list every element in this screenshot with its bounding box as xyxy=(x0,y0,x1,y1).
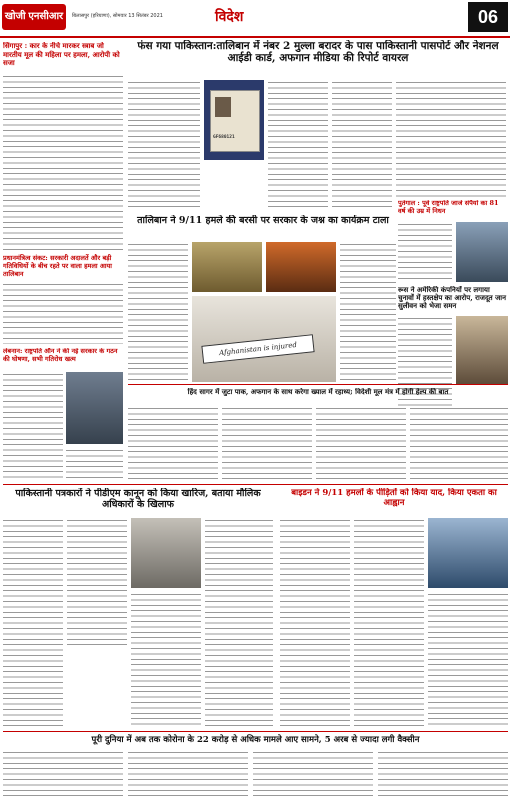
lead-body-far xyxy=(396,80,506,200)
lebanon-headline: लेबनान: राष्ट्रपति औन ने की नई सरकार के गठन की घोषणा, सभी गतिरोध खत्म xyxy=(3,348,118,363)
lead-body-left xyxy=(128,80,200,210)
putin-headline: पुर्तगाल : पूर्व राष्ट्रपति जार्ज संपैयो का 81 वर्ष की उम्र में निधन xyxy=(398,200,499,215)
pakistan-body-2 xyxy=(67,518,127,648)
pm-body xyxy=(3,282,123,344)
pakistan-headline: पाकिस्तानी पत्रकारों ने पीडीएम कानून को किया खारिज, बताया मौलिक अधिकारों के खिलाफ xyxy=(15,488,261,510)
lead-body-mid xyxy=(268,80,328,210)
mid-headline: हिंद सागर में जुटा पाक, अफगान के साथ करेगा ख्याल में रहाध्य; विदेशी मूल मंत्र में होगी हेल्प की बात xyxy=(187,388,449,396)
afghan-photo-protest xyxy=(192,296,336,382)
biden-headline: बाइडन ने 9/11 हमलों के पीड़ितों को किया याद, किया एकता का आह्वान xyxy=(291,488,497,508)
left-col-body xyxy=(3,74,123,252)
afghan-911-headline: तालिबान ने 9/11 हमले की बरसी पर सरकार के जश्न का कार्यक्रम टाला xyxy=(137,215,389,226)
passport-photo xyxy=(204,80,264,160)
pakistan-rule xyxy=(3,484,508,485)
mid-rule xyxy=(128,384,508,385)
page-number: 06 xyxy=(468,2,508,32)
dateline: बिलासपुर (हरियाणा), सोमवार 13 सितंबर 2021 xyxy=(72,13,163,19)
left-col-headline: सिंगापुर : कार के नीचे मारकर स्त्राब जो मारतीय मूल की महिला पर हमला, आरोपी को सजा xyxy=(3,42,120,67)
covid-rule xyxy=(3,731,508,732)
pm-headline: प्रधानमंत्रित्व संकट: सरकारी अदालतें और बड़ी गतिविधियों के बीच रहते पर वाला हमला आया तालिबान xyxy=(3,254,112,278)
lebanon-photo xyxy=(66,372,123,444)
biden-body-1 xyxy=(280,518,350,728)
passport-number: GF680121 xyxy=(213,135,235,140)
lead-body-right xyxy=(332,80,392,210)
covid-body-3 xyxy=(253,750,373,798)
lebanon-body xyxy=(3,372,63,480)
newspaper-logo: खोजी एनसीआर xyxy=(2,4,66,30)
pakistan-body-4 xyxy=(205,518,273,728)
covid-body-4 xyxy=(378,750,508,798)
mid-body-1 xyxy=(128,406,218,480)
mid-body-4 xyxy=(410,406,508,480)
covid-body-2 xyxy=(128,750,248,798)
mid-body-3 xyxy=(316,406,406,480)
covid-headline: पूरी दुनिया में अब तक कोरोना के 22 करोड़ से अधिक मामले आए सामने, 5 अरब से ज्यादा लगी वैक्सीन xyxy=(91,735,420,745)
lebanon-body-2 xyxy=(66,448,123,480)
afghan-911-body xyxy=(128,242,188,382)
afghan-photo-burning xyxy=(266,242,336,292)
putin-body xyxy=(398,222,452,282)
pakistan-body-1 xyxy=(3,518,63,728)
protest-banner: Afghanistan is injured xyxy=(201,334,314,364)
biden-body-2 xyxy=(354,518,424,728)
afghan-911-body-right xyxy=(340,242,396,382)
russia-headline: रूस ने अमेरिकी कंपनियों पर लगाया चुनावों में हस्तक्षेप का आरोप, राजदूत जान सुलीवन को भेजा समन xyxy=(398,286,506,310)
mid-body-2 xyxy=(222,406,312,480)
russia-photo xyxy=(456,316,508,384)
putin-photo xyxy=(456,222,508,282)
lead-headline: फंस गया पाकिस्तान:तालिबान में नंबर 2 मुल्ला बरादर के पास पाकिस्तानी पासपोर्ट और नेशनल आईडी कार्ड, अफगान मीडिया की रिपोर्ट वायरल xyxy=(137,40,499,64)
biden-body-3 xyxy=(428,592,508,728)
section-title: विदेश xyxy=(215,9,244,25)
pakistan-body-3 xyxy=(131,592,201,728)
covid-body-1 xyxy=(3,750,123,798)
masthead xyxy=(0,0,510,38)
afghan-photo-crowd xyxy=(192,242,262,292)
pakistan-photo xyxy=(131,518,201,588)
biden-photo xyxy=(428,518,508,588)
